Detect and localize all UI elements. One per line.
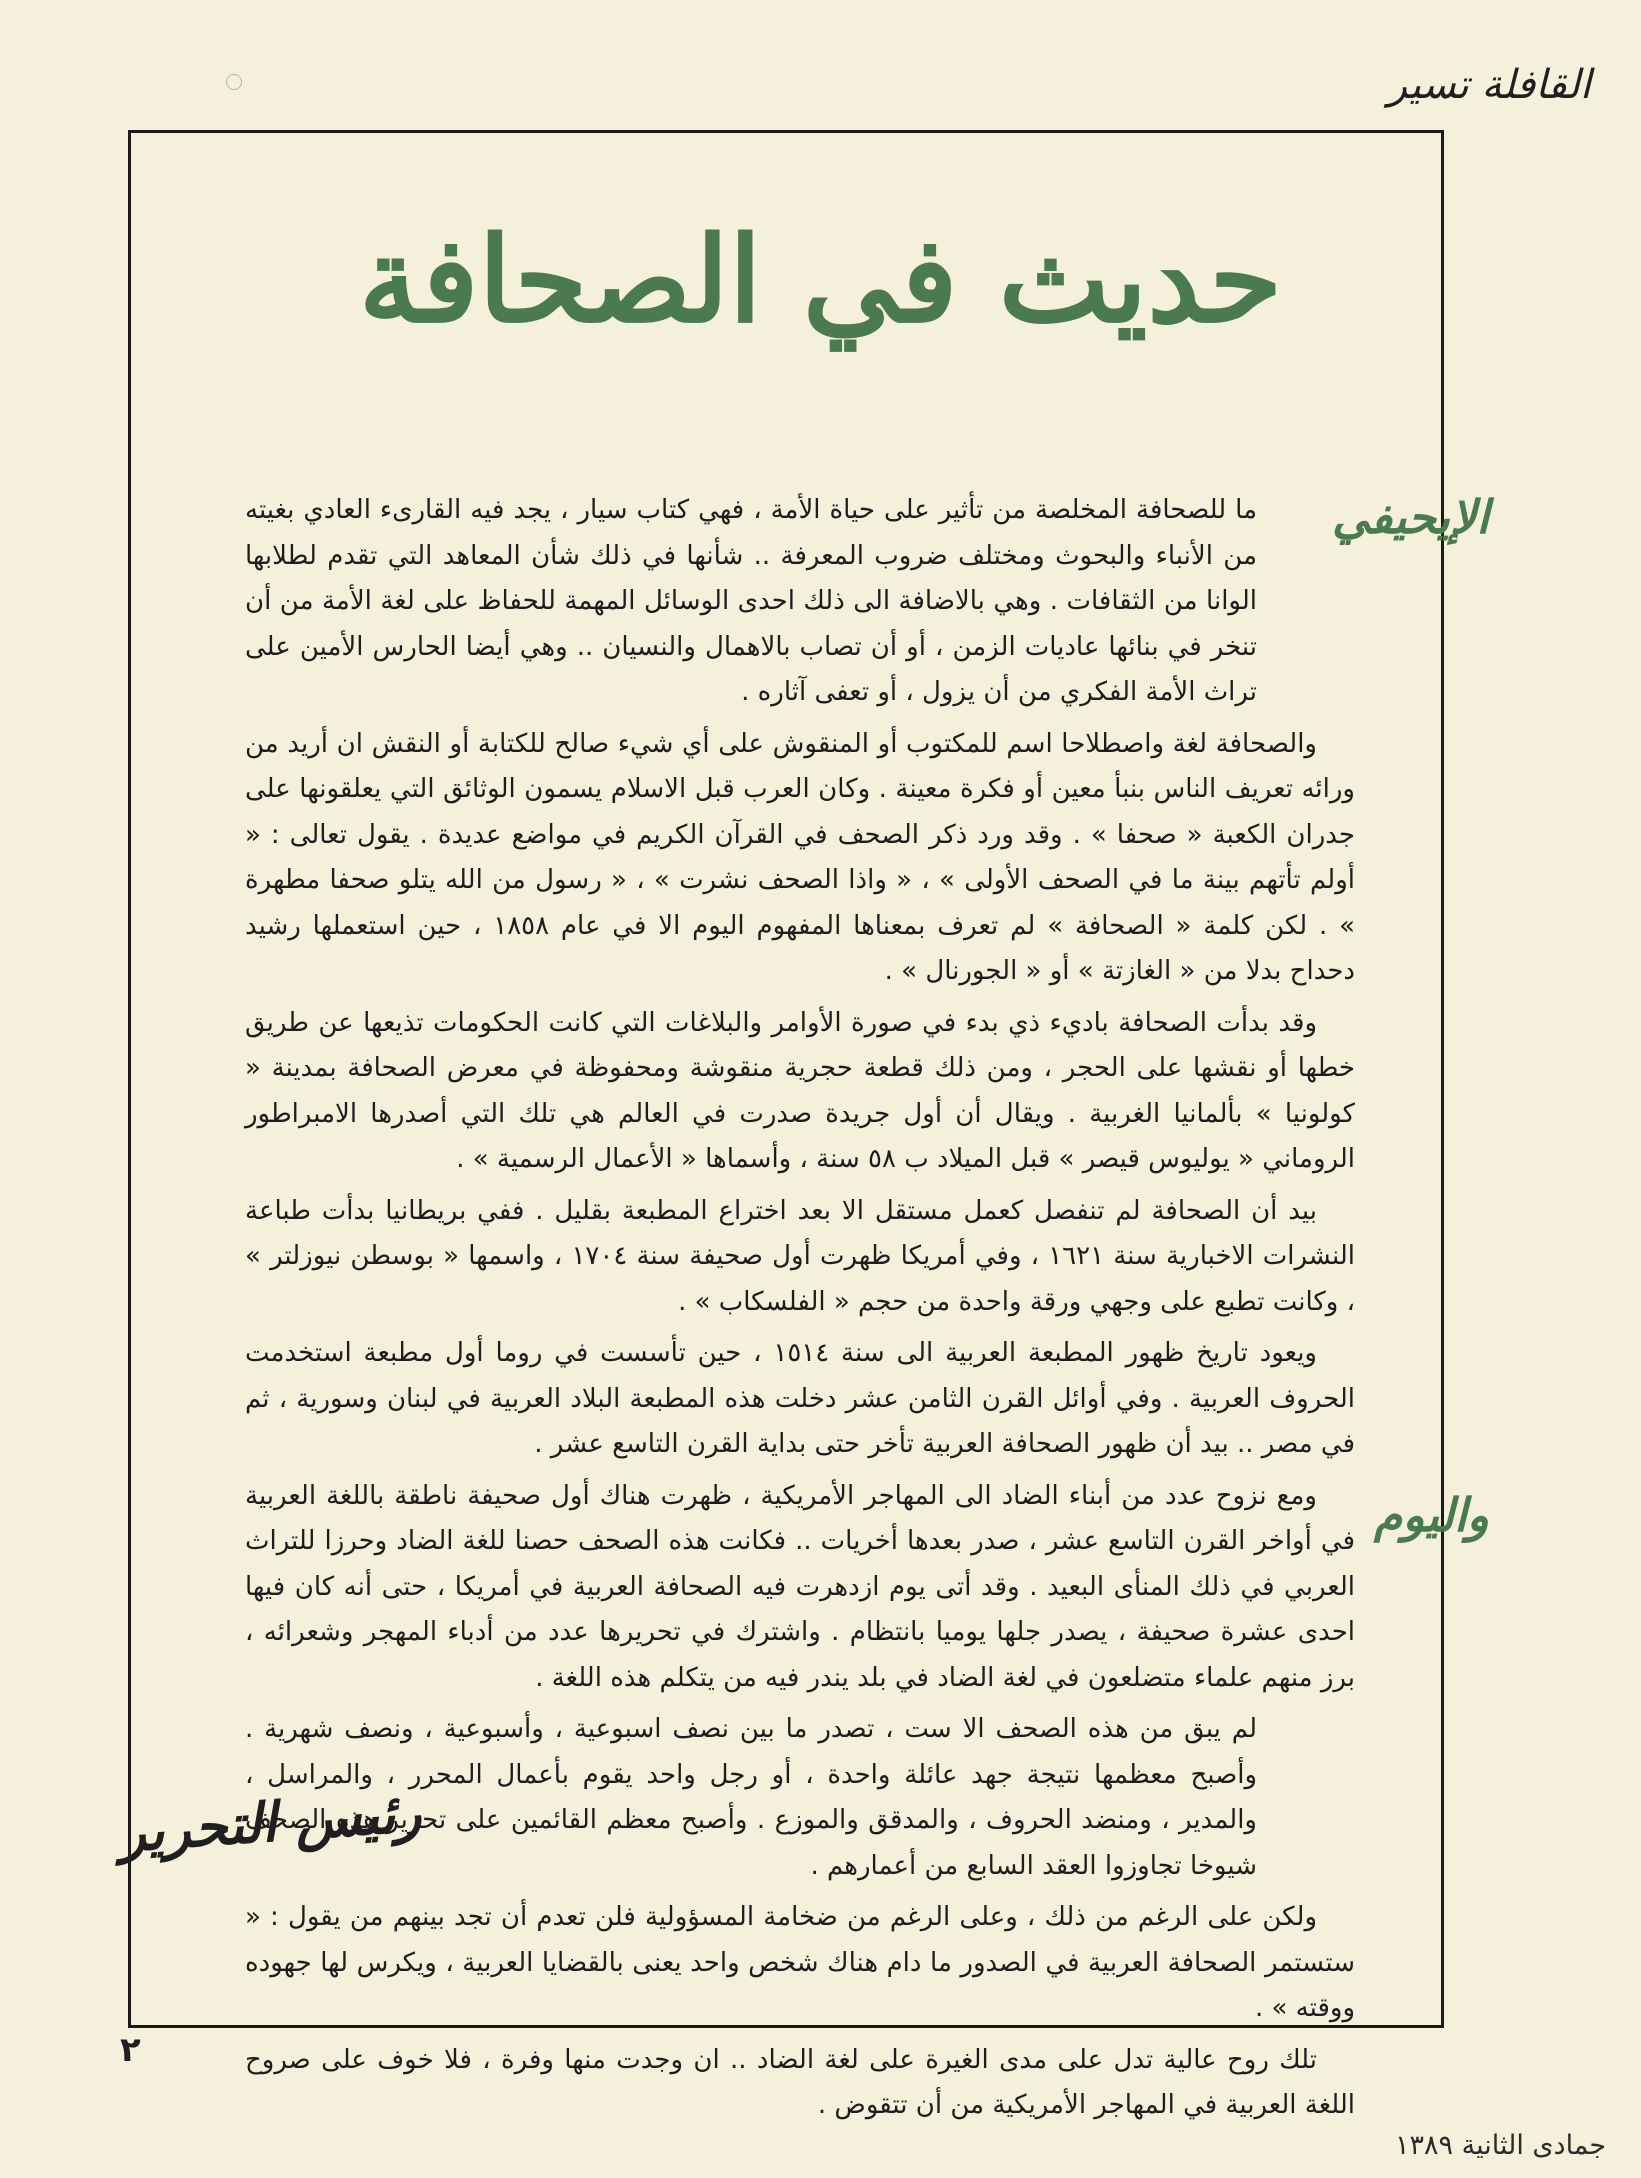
article-body xyxy=(245,488,1355,2135)
article-title: حديث في الصحافة xyxy=(358,210,1283,349)
paragraph: ومع نزوح عدد من أبناء الضاد الى المهاجر الأمريكية ، ظهرت هناك أول صحيفة ناطقة باللغة العربية في أواخر القرن التاسع عشر ، صدر بعدها أخريات .. فكانت هذه الصحف حصنا للغة الضاد وحرزا للتراث العربي في ذلك المنأى البعيد . وقد أتى يوم ازدهرت فيه الصحافة العربية في أمريكا ، حتى أنه كان فيها احدى عشرة صحيفة ، يصدر جلها يوميا بانتظام . واشترك في تحريرها عدد من أدباء المهجر وشعرائه ، برز منهم علماء متضلعون في لغة الضاد في بلد يندر فيه من يتكلم هذه اللغة . xyxy=(245,1480,1355,1693)
decorative-dot xyxy=(226,74,242,90)
magazine-masthead: القافلة تسير xyxy=(1387,62,1591,108)
side-heading-intro: الإيحيفي xyxy=(1331,490,1489,544)
paragraph: تلك روح عالية تدل على مدى الغيرة على لغة الضاد .. ان وجدت منها وفرة ، فلا خوف على صروح اللغة العربية في المهاجر الأمريكية من أن تتقوض . xyxy=(245,2044,1355,2120)
paragraph: وقد بدأت الصحافة باديء ذي بدء في صورة الأوامر والبلاغات التي كانت الحكومات تذيعها عن طريق خطها أو نقشها على الحجر ، ومن ذلك قطعة حجرية منقوشة ومحفوظة في معرض الصحافة بمدينة « كولونيا » بألمانيا الغربية . ويقال أن أول جريدة صدرت في العالم هي تلك التي أصدرها الامبراطور الروماني « يوليوس قيصر » قبل الميلاد ب ٥٨ سنة ، وأسماها « الأعمال الرسمية » . xyxy=(245,1007,1355,1174)
paragraph: ولكن على الرغم من ذلك ، وعلى الرغم من ضخامة المسؤولية فلن تعدم أن تجد بينهم من يقول : « ستستمر الصحافة العربية في الصدور ما دام هناك شخص واحد يعنى بالقضايا العربية ، ويكرس لها جهوده ووقته » . xyxy=(245,1902,1355,2023)
paragraph: والصحافة لغة واصطلاحا اسم للمكتوب أو المنقوش على أي شيء صالح للكتابة أو النقش ان أريد من ورائه تعريف الناس بنبأ معين أو فكرة معينة . وكان العرب قبل الاسلام يسمون الوثائق التي يعلقونها على جدران الكعبة « صحفا » . وقد ورد ذكر الصحف في القرآن الكريم في مواضع عديدة . يقول تعالى : « أولم تأتهم بينة ما في الصحف الأولى » ، « واذا الصحف نشرت » ، « رسول من الله يتلو صحفا مطهرة » . لكن كلمة « الصحافة » لم تعرف بمعناها المفهوم اليوم الا في عام ١٨٥٨ ، حين استعملها رشيد دحداح بدلا من « الغازتة » أو « الجورنال » . xyxy=(245,728,1356,986)
paragraph: لم يبق من هذه الصحف الا ست ، تصدر ما بين نصف اسبوعية ، وأسبوعية ، ونصف شهرية . وأصبح معظمها نتيجة جهد عائلة واحدة ، أو رجل واحد يقوم بأعمال المحرر ، والمراسل ، والمدير ، ومنضد الحروف ، والمدقق والموزع . وأصبح معظم القائمين على تحرير هذه الصحف شيوخا تجاوزوا العقد السابع من أعمارهم . xyxy=(245,1714,1257,1881)
editor-signature: رئيس التحرير xyxy=(116,1779,423,1865)
side-heading-today: واليوم xyxy=(1373,1488,1489,1542)
paragraph: بيد أن الصحافة لم تنفصل كعمل مستقل الا بعد اختراع المطبعة بقليل . ففي بريطانيا بدأت طباعة النشرات الاخبارية سنة ١٦٢١ ، وفي أمريكا ظهرت أول صحيفة سنة ١٧٠٤ ، واسمها « بوسطن نيوزلتر » ، وكانت تطبع على وجهي ورقة واحدة من حجم « الفلسكاب » . xyxy=(245,1195,1355,1317)
page-number: ٢ xyxy=(120,2030,141,2070)
issue-date: جمادى الثانية ١٣٨٩ xyxy=(1395,2130,1607,2161)
paragraph: ما للصحافة المخلصة من تأثير على حياة الأمة ، فهي كتاب سيار ، يجد فيه القارىء العادي بغيته من الأنباء والبحوث ومختلف ضروب المعرفة .. شأنها في ذلك شأن المعاهد التي تقدم لطلابها الوانا من الثقافات . وهي بالاضافة الى ذلك احدى الوسائل المهمة للحفاظ على لغة الأمة من أن تنخر في بنائها عاديات الزمن ، أو أن تصاب بالاهمال والنسيان .. وهي أيضا الحارس الأمين على تراث الأمة الفكري من أن يزول ، أو تعفى آثاره . xyxy=(245,495,1257,707)
paragraph: ويعود تاريخ ظهور المطبعة العربية الى سنة ١٥١٤ ، حين تأسست في روما أول مطبعة استخدمت الحروف العربية . وفي أوائل القرن الثامن عشر دخلت هذه المطبعة البلاد العربية في لبنان وسورية ، ثم في مصر .. بيد أن ظهور الصحافة العربية تأخر حتى بداية القرن التاسع عشر . xyxy=(245,1338,1355,1459)
